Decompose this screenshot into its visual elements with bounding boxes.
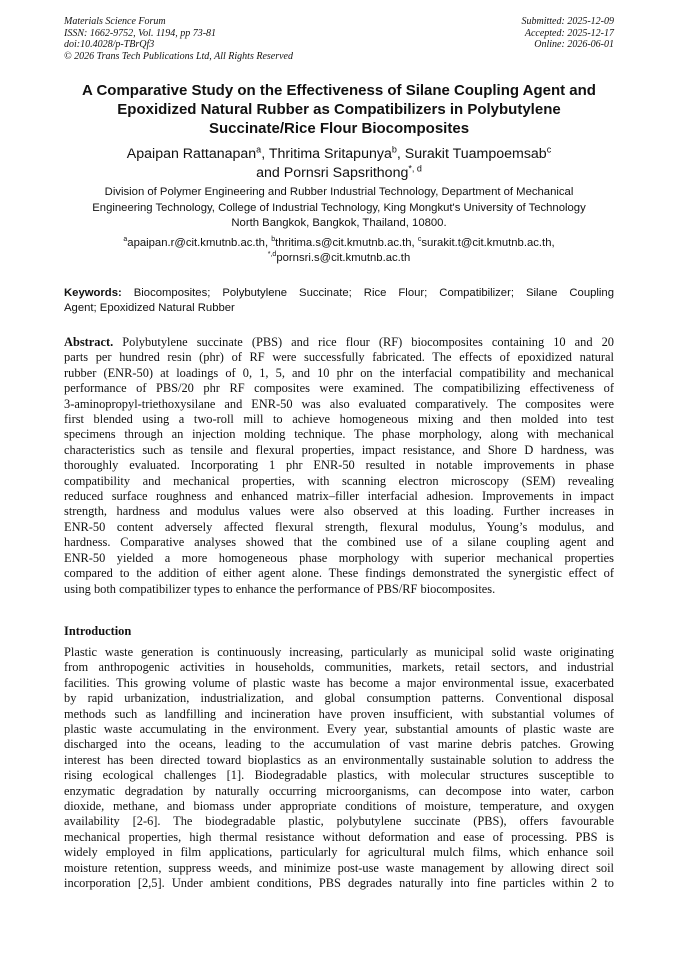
journal-name: Materials Science Forum <box>64 16 166 27</box>
text-line: performance of PBS/20 phr RF composites were examined. The compatibilizing effectiveness of <box>64 381 614 396</box>
author-conjunction: and <box>256 165 284 181</box>
author-superscript: b <box>391 144 397 155</box>
text-line: availability [2-6]. The biodegradable plastic, polybutylene succinate (PBS), offers favourable <box>64 814 614 829</box>
keywords-text: Agent; Epoxidized Natural Rubber <box>64 302 235 315</box>
text-line: incorporation [2,5]. Under ambient conditions, PBS degrades naturally into fine particles within 2 to <box>64 876 614 891</box>
text-line: rubber (ENR-50) at loadings of 0, 1, 5, and 10 phr on the interfacial compatibility and mechanical <box>64 365 614 380</box>
journal-header-right <box>522 16 615 51</box>
text-line: enzymatic degradation by naturally occurring microorganisms, can decompose into water, carbon <box>64 783 614 798</box>
journal-header-left <box>64 16 293 62</box>
text-line: by rapid urbanization, industrialization, and global consumption patterns. Conventional disposal <box>64 691 614 706</box>
text-line: mechanical properties, high thermal resistance without deformation and ease of processing. PBS is <box>64 829 614 844</box>
text-line: first blended using a two-roll mill to achieve homogeneous mixing and then molded into test <box>64 412 614 427</box>
text-line: widely employed in film applications, particularly for agricultural mulch films, which enhance soil <box>64 845 614 860</box>
author-name: Surakit Tuampoemsab <box>404 146 547 162</box>
introduction-body <box>64 645 614 892</box>
author-name: Apaipan Rattanapan <box>126 146 257 162</box>
copyright: © 2026 Trans Tech Publications Ltd, All Rights Reserved <box>64 50 293 62</box>
author-name: Pornsri Sapsrithong <box>283 165 409 181</box>
text-line: using both compatibilizer types to enhance the performance of PBS/RF biocomposites. <box>64 581 496 596</box>
email-superscript: *,d <box>267 250 277 258</box>
text-line: dioxide, methane, and biomass under appropriate conditions of moisture, temperature, and oxygen <box>64 799 614 814</box>
email-link[interactable]: apaipan.r@cit.kmutnb.ac.th, <box>127 237 272 249</box>
title-line: Succinate/Rice Flour Biocomposites <box>208 120 470 137</box>
author-list: Apaipan Rattanapan$^a$, Thritima Sritapunya$^b$, Surakit Tuampoemsab$^c$ and Pornsri Sapsrithong$^{*, d}$ <box>126 144 552 181</box>
affiliation-line: Division of Polymer Engineering and Rubber Industrial Technology, Department of Mechanical <box>104 186 574 198</box>
text-line: reduced surface roughness and enhanced matrix–filler interfacial adhesion. Improvements in impact <box>64 489 614 504</box>
text-line: specimens through an injection molding technique. The phase morphology, along with mechanical <box>64 427 614 442</box>
text-line: from anthropogenic activities in households, communities, markets, retail sectors, and industrial <box>64 660 614 675</box>
text-line: plastic waste accumulating in the environment. Every year, substantial amounts of plastic waste are <box>64 722 614 737</box>
text-line-content: Polybutylene succinate (PBS) and rice flour (RF) biocomposites containing 10 and 20 <box>122 335 614 349</box>
affiliation-line: Engineering Technology, College of Industrial Technology, King Mongkut's University of Technology <box>92 201 586 214</box>
paper-title <box>60 81 618 138</box>
author-name: Thritima Sritapunya <box>268 146 392 162</box>
author-superscript: c <box>546 144 552 155</box>
author-superscript: a <box>256 144 262 155</box>
email-superscript: b <box>271 236 276 244</box>
text-line: facilities. This growing volume of plastic waste has become a major environmental issue, exacerbated <box>64 675 614 690</box>
text-line: interest has been directed toward bioplastics as an environmentally sustainable solution to address the <box>64 752 614 767</box>
text-line <box>64 335 614 350</box>
email-superscript: c <box>417 236 422 244</box>
email-link[interactable]: pornsri.s@cit.kmutnb.ac.th <box>276 251 411 264</box>
abstract-label: Abstract. <box>64 335 114 349</box>
text-line: 3-aminopropyl-triethoxysilane and ENR-50 was also evaluated comparatively. The composites were <box>64 396 614 411</box>
text-line: compared to the addition of either agent alone. These findings demonstrated the synergistic effect of <box>64 566 614 581</box>
text-line: moisture retention, suppress weeds, and minimize post-use waste management by allowing direct soil <box>64 860 614 875</box>
email-link[interactable]: surakit.t@cit.kmutnb.ac.th, <box>421 237 555 249</box>
accepted-date: Accepted: 2025-12-17 <box>524 27 614 39</box>
doi[interactable]: doi:10.4028/p-TBrQf3 <box>64 39 155 50</box>
text-line: methods such as landfilling and incineration have proven insufficient, with substantial volumes of <box>64 706 614 721</box>
abstract-block <box>64 335 614 597</box>
keywords-text: Biocomposites; Polybutylene Succinate; Rice Flour; Compatibilizer; Silane Coupling <box>133 287 614 299</box>
author-superscript: *, d <box>408 163 422 174</box>
text-line: strength, hardness and modulus values were also observed at this loading. Further increases in <box>64 504 614 519</box>
author-emails <box>60 236 618 265</box>
text-line: hardness. Comparative analyses showed that the combined use of a silane coupling agent and <box>64 535 614 550</box>
text-line: Plastic waste generation is continuously increasing, particularly as municipal solid waste originating <box>64 645 614 659</box>
text-line: ENR-50 content adversely affected flexural strength, flexural modulus, Young’s modulus, and <box>64 519 614 534</box>
issn-info: ISSN: 1662-9752, Vol. 1194, pp 73-81 <box>64 27 217 39</box>
keywords-label: Keywords: <box>64 287 122 299</box>
title-line: Epoxidized Natural Rubber as Compatibilizers in Polybutylene <box>117 101 561 118</box>
online-date: Online: 2026-06-01 <box>534 39 614 50</box>
text-line: ENR-50 yielded a more homogeneous phase morphology with superior mechanical properties <box>64 550 614 565</box>
title-line: A Comparative Study on the Effectiveness of Silane Coupling Agent and <box>82 82 596 99</box>
section-heading-introduction: Introduction <box>64 624 132 638</box>
text-line: rising ecological challenges [1]. Biodegradable plastics, with molecular structures susceptible to <box>64 768 614 783</box>
submitted-date: Submitted: 2025-12-09 <box>521 16 614 27</box>
text-line: characteristics such as tensile and flexural properties, impact resistance, and Shore D hardness, was <box>64 442 614 457</box>
affiliation-line: North Bangkok, Bangkok, Thailand, 10800. <box>231 217 447 230</box>
text-line: compatibility and mechanical properties, with scanning electron microscopy (SEM) revealing <box>64 473 614 488</box>
text-line: thoroughly evaluated. Incorporating 1 phr ENR-50 resulted in notable improvements in phase <box>64 458 614 473</box>
keywords-block <box>64 286 614 316</box>
text-line: parts per hundred resin (phr) of RF were successfully fabricated. The effects of epoxidized natural <box>64 350 614 365</box>
affiliation <box>60 185 618 232</box>
text-line: discharged into the oceans, leading to the accumulation of vast marine debris patches. Growing <box>64 737 614 752</box>
email-link[interactable]: thritima.s@cit.kmutnb.ac.th, <box>275 237 418 249</box>
email-superscript: a <box>123 236 128 244</box>
